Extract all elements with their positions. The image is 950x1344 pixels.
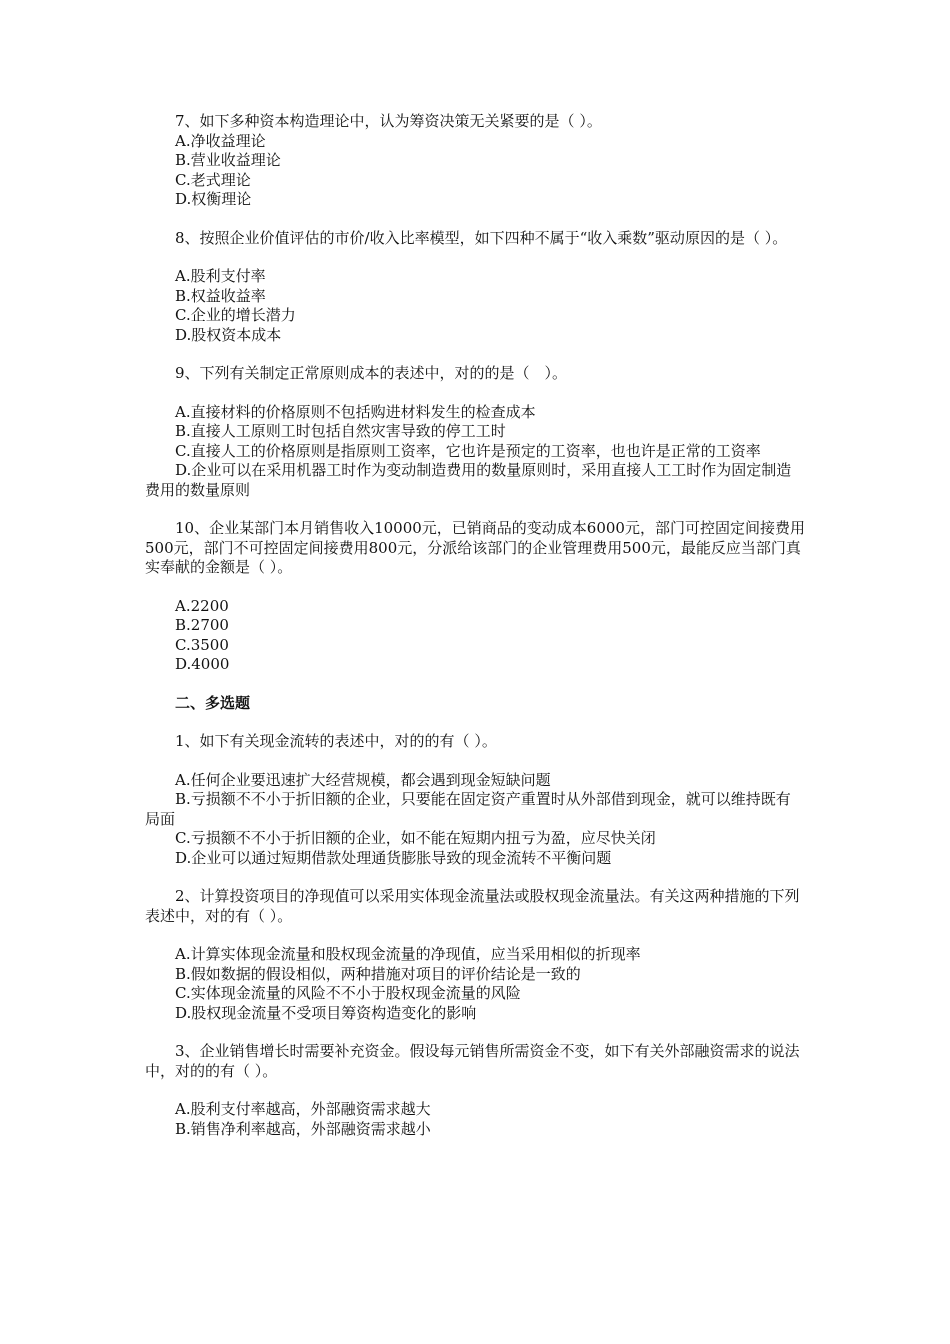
option-c: C.老式理论 [175, 170, 251, 189]
option-d: D.股权资本成本 [175, 325, 282, 344]
option-b: B.2700 [175, 616, 229, 634]
option-b: B.假如数据的假设相似，两种措施对项目的评价结论是一致的 [175, 964, 581, 983]
option-c: C.企业的增长潜力 [175, 306, 296, 324]
spacer [145, 345, 805, 364]
question-stem: 9、下列有关制定正常原则成本的表述中，对的的是（ ）。 [175, 364, 568, 382]
option-b: B.亏损额不不小于折旧额的企业，只要能在固定资产重置时从外部借到现金，就可以维持既有局面 [145, 790, 791, 828]
option-b: B.销售净利率越高，外部融资需求越小 [175, 1119, 431, 1138]
option-b: B.直接人工原则工时包括自然灾害导致的停工工时 [175, 422, 506, 440]
option-d: D.权衡理论 [175, 190, 252, 208]
option-a: A.2200 [175, 596, 229, 615]
option-d: D.股权现金流量不受项目筹资构造变化的影响 [175, 1003, 477, 1022]
spacer [145, 578, 805, 597]
question-stem: 1、如下有关现金流转的表述中，对的的有（ ）。 [175, 732, 497, 750]
option-a: A.直接材料的价格原则不包括购进材料发生的检查成本 [175, 402, 536, 421]
option-d: D.企业可以在采用机器工时作为变动制造费用的数量原则时，采用直接人工工时作为固定制造费用的数量原则 [145, 461, 792, 499]
option-c: C.3500 [175, 635, 229, 654]
spacer [145, 675, 805, 694]
question-stem: 7、如下多种资本构造理论中，认为筹资决策无关紧要的是（ ）。 [175, 112, 602, 130]
option-a: A.净收益理论 [175, 131, 266, 150]
document-page [145, 112, 805, 1139]
spacer [145, 210, 805, 229]
spacer [145, 500, 805, 519]
spacer [145, 752, 805, 771]
option-a: A.股利支付率 [175, 267, 266, 285]
option-d: D.企业可以通过短期借款处理通货膨胀导致的现金流转不平衡问题 [175, 848, 612, 867]
spacer [145, 926, 805, 945]
option-a: A.计算实体现金流量和股权现金流量的净现值，应当采用相似的折现率 [175, 945, 641, 963]
spacer [145, 248, 805, 267]
option-c: C.直接人工的价格原则是指原则工资率，它也许是预定的工资率，也也许是正常的工资率 [175, 441, 761, 460]
spacer [145, 1081, 805, 1100]
section-title: 二、多选题 [175, 693, 251, 712]
spacer [145, 713, 805, 732]
option-d: D.4000 [175, 655, 230, 673]
option-c: C.亏损额不不小于折旧额的企业，如不能在短期内扭亏为盈，应尽快关闭 [175, 829, 656, 847]
question-stem: 2、计算投资项目的净现值可以采用实体现金流量法或股权现金流量法。有关这两种措施的下列表述中，对的有（ ）。 [145, 887, 800, 925]
option-a: A.股利支付率越高，外部融资需求越大 [175, 1100, 431, 1118]
question-stem: 3、企业销售增长时需要补充资金。假设每元销售所需资金不变，如下有关外部融资需求的说法中，对的的有（ ）。 [145, 1042, 800, 1080]
option-a: A.任何企业要迅速扩大经营规模，都会遇到现金短缺问题 [175, 770, 551, 789]
option-c: C.实体现金流量的风险不不小于股权现金流量的风险 [175, 984, 521, 1002]
option-b: B.营业收益理论 [175, 151, 281, 169]
question-stem: 10、企业某部门本月销售收入10000元，已销商品的变动成本6000元，部门可控固定间接费用500元，部门不可控固定间接费用800元，分派给该部门的企业管理费用500元，最能反应当部门真实奉献的金额是（ ）。 [145, 519, 805, 576]
question-stem: 8、按照企业价值评估的市价/收入比率模型，如下四种不属于“收入乘数”驱动原因的是（ ）。 [175, 228, 788, 247]
spacer [145, 384, 805, 403]
option-b: B.权益收益率 [175, 286, 266, 305]
spacer [145, 1023, 805, 1042]
spacer [145, 868, 805, 887]
